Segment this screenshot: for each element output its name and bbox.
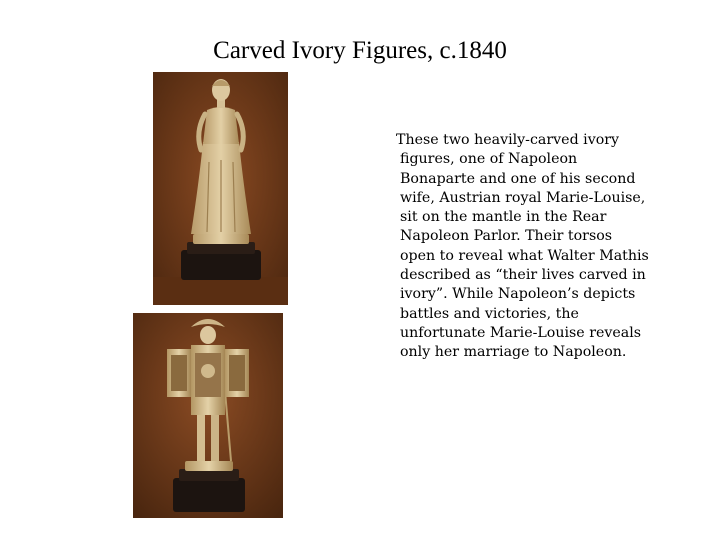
caption-line: ivory”. While Napoleon’s depicts [400, 286, 636, 303]
caption-line: described as “their lives carved in [400, 267, 646, 284]
marie-louise-figure-illustration [153, 72, 288, 305]
marie-louise-figure-photo [153, 72, 288, 305]
caption-line: wife, Austrian royal Marie-Louise, [400, 189, 646, 206]
caption-line: sit on the mantle in the Rear [400, 209, 607, 226]
caption-line: Napoleon Parlor. Their torsos [400, 228, 613, 245]
caption-line: These two heavily-carved ivory [396, 132, 620, 148]
caption-line: Bonaparte and one of his second [400, 170, 636, 187]
caption-text [396, 131, 686, 363]
caption-line: open to reveal what Walter Mathis [400, 247, 649, 264]
caption-line: figures, one of Napoleon [400, 151, 578, 168]
napoleon-figure-photo [133, 313, 283, 518]
caption-line: unfortunate Marie-Louise reveals [400, 324, 642, 341]
caption-line: battles and victories, the [400, 305, 579, 322]
napoleon-figure-illustration [133, 313, 283, 518]
slide-title: Carved Ivory Figures, c.1840 [213, 37, 507, 64]
caption-line: only her marriage to Napoleon. [400, 344, 627, 361]
